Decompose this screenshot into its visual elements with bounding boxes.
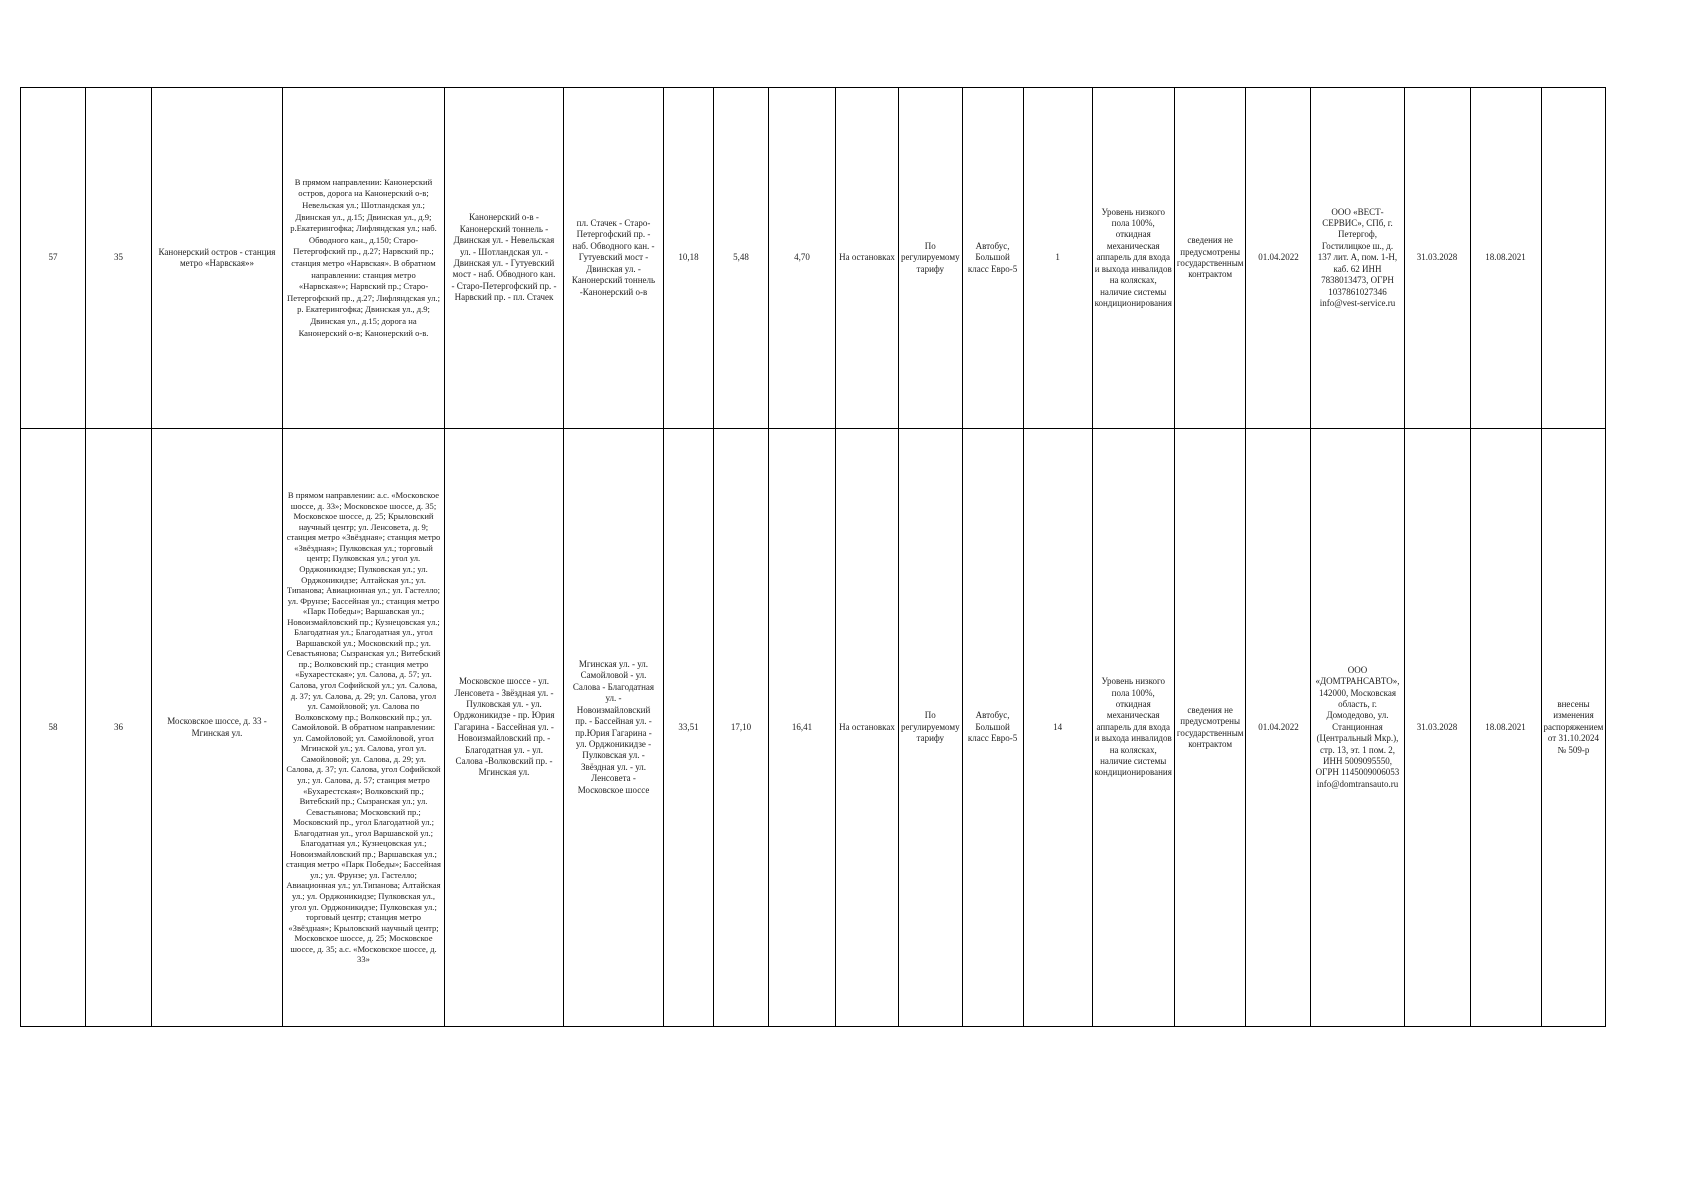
vehicle-features-cell: Уровень низкого пола 100%, откидная механическая аппарель для входа и выхода инвалидов на колясках, наличие системы кондиционирования: [1092, 429, 1174, 1027]
route-path-cell: В прямом направлении: Канонерский остров, дорога на Канонерский о-в; Невельская ул.; Шотландская ул.; Двинская ул., д.15; Двинская ул., д.9; р.Екатерингофка; Лифляндская ул.; наб. Обводного кан., д.150; Старо-Петергофский пр., д.27; Нарвский пр.; станция метро «Нарвская». В обратном направлении: станция метро «Нарвская»»; Нарвский пр.; Старо-Петергофский пр., д.27; Лифляндская ул.; р. Екатерингофка; Двинская ул., д.9; Двинская ул., д.15; дорога на Канонерский о-в; Канонерский о-в.: [283, 88, 445, 429]
vehicles-cell: Автобус, Большой класс Евро-5: [962, 88, 1023, 429]
vehicle-count-cell: 14: [1023, 429, 1092, 1027]
route-number-cell: 35: [86, 88, 152, 429]
route-name-cell: Канонерский остров - станция метро «Нарвская»»: [152, 88, 283, 429]
end-date-cell: 31.03.2028: [1404, 429, 1470, 1027]
start-date-cell: 01.04.2022: [1246, 88, 1311, 429]
stops-order-cell: На остановках: [836, 429, 899, 1027]
changes-cell: [1541, 88, 1606, 429]
decision-date-cell: 18.08.2021: [1470, 88, 1541, 429]
start-date-cell: 01.04.2022: [1246, 429, 1311, 1027]
table-row: [21, 88, 1606, 429]
tariff-cell: По регулируемому тарифу: [899, 88, 963, 429]
registration-number-cell: 58: [21, 429, 86, 1027]
registration-number-cell: 57: [21, 88, 86, 429]
contract-info-cell: сведения не предусмотрены государственным контрактом: [1174, 429, 1246, 1027]
tariff-cell: По регулируемому тарифу: [899, 429, 963, 1027]
decision-date-cell: 18.08.2021: [1470, 429, 1541, 1027]
length-total-cell: 33,51: [664, 429, 714, 1027]
end-date-cell: 31.03.2028: [1404, 88, 1470, 429]
streets-forward-cell: Московское шоссе - ул. Ленсовета - Звёздная ул. - Пулковская ул. - ул. Орджоникидзе - пр. Юрия Гагарина - Бассейная ул. - Новоизмайловский пр. - Благодатная ул. - ул. Салова -Волковский пр. - Мгинская ул.: [445, 429, 564, 1027]
streets-forward-cell: Канонерский о-в - Канонерский тоннель - Двинская ул. - Невельская ул. - Шотландская ул. - Двинская ул. - Гутуевский мост - наб. Обводного кан. - Старо-Петергофский пр. - Нарвский пр. - пл. Стачек: [445, 88, 564, 429]
length-back-cell: 4,70: [769, 88, 836, 429]
operator-cell: ООО «ДОМТРАНСАВТО», 142000, Московская область, г. Домодедово, ул. Станционная (Центральный Мкр.), стр. 13, эт. 1 пом. 2, ИНН 5009095550, ОГРН 1145009006053 info@domtransauto.ru: [1311, 429, 1404, 1027]
route-registry-table: [20, 87, 1606, 1027]
vehicles-cell: Автобус, Большой класс Евро-5: [962, 429, 1023, 1027]
table-row: [21, 429, 1606, 1027]
length-forward-cell: 17,10: [714, 429, 769, 1027]
vehicle-count-cell: 1: [1023, 88, 1092, 429]
stops-order-cell: На остановках: [836, 88, 899, 429]
vehicle-features-cell: Уровень низкого пола 100%, откидная механическая аппарель для входа и выхода инвалидов на колясках, наличие системы кондиционирования: [1092, 88, 1174, 429]
operator-cell: ООО «ВЕСТ-СЕРВИС», СПб, г. Петергоф, Гостилицкое ш., д. 137 лит. А, пом. 1-Н, каб. 62 ИНН 7838013473, ОГРН 1037861027346 info@vest-service.ru: [1311, 88, 1404, 429]
route-path-cell: В прямом направлении: а.с. «Московское шоссе, д. 33»; Московское шоссе, д. 35; Московское шоссе, д. 25; Крыловский научный центр; ул. Ленсовета, д. 9; станция метро «Звёздная»; станция метро «Звёздная»; Пулковская ул.; торговый центр; Пулковская ул.; угол ул. Орджоникидзе; Пулковская ул.; ул. Орджоникидзе; Алтайская ул.; ул. Типанова; Авиационная ул.; ул. Гастелло; ул. Фрунзе; Бассейная ул.; станция метро «Парк Победы»; Варшавская ул.; Новоизмайловский пр.; Кузнецовская ул.; Благодатная ул.; Благодатная ул., угол Варшавской ул.; Московский пр.; ул. Севастьянова; Сызранская ул.; Витебский пр.; Волковский пр.; станция метро «Бухарестская»; ул. Салова, д. 57; ул. Салова, угол Софийской ул.; ул. Салова, д. 37; ул. Салова, д. 29; ул. Салова, угол ул. Самойловой; ул. Салова по Волковскому пр.; Волковский пр.; ул. Самойловой. В обратном направлении: ул. Самойловой; ул. Самойловой, угол Мгинской ул.; ул. Салова, угол ул. Самойловой; ул. Салова, д. 29; ул. Салова, д. 37; ул. Салова, угол Софийской ул.; ул. Салова, д. 57; станция метро «Бухарестская»; Волковский пр.; Витебский пр.; Сызранская ул.; ул. Севастьянова; Московский пр.; Московский пр., угол Благодатной ул.; Благодатная ул., угол Варшавской ул.; Благодатная ул.; Кузнецовская ул.; Новоизмайловский пр.; Варшавская ул.; станция метро «Парк Победы»; Бассейная ул.; ул. Фрунзе; ул. Гастелло; Авиационная ул.; ул.Типанова; Алтайская ул.; ул. Орджоникидзе; Пулковская ул., угол ул. Орджоникидзе; Пулковская ул.; торговый центр; станция метро «Звёздная»; Крыловский научный центр; Московское шоссе, д. 25; Московское шоссе, д. 35; а.с. «Московское шоссе, д. 33»: [283, 429, 445, 1027]
streets-back-cell: пл. Стачек - Старо-Петергофский пр. - наб. Обводного кан. - Гутуевский мост - Двинская ул. - Канонерский тоннель -Канонерский о-в: [564, 88, 664, 429]
length-total-cell: 10,18: [664, 88, 714, 429]
route-name-cell: Московское шоссе, д. 33 - Мгинская ул.: [152, 429, 283, 1027]
route-number-cell: 36: [86, 429, 152, 1027]
streets-back-cell: Мгинская ул. - ул. Самойловой - ул. Салова - Благодатная ул. - Новоизмайловский пр. - Бассейная ул. - пр.Юрия Гагарина - ул. Орджоникидзе - Пулковская ул. - Звёздная ул. - ул. Ленсовета - Московское шоссе: [564, 429, 664, 1027]
length-back-cell: 16,41: [769, 429, 836, 1027]
changes-cell: внесены изменения распоряжением от 31.10.2024 № 509-р: [1541, 429, 1606, 1027]
contract-info-cell: сведения не предусмотрены государственным контрактом: [1174, 88, 1246, 429]
length-forward-cell: 5,48: [714, 88, 769, 429]
